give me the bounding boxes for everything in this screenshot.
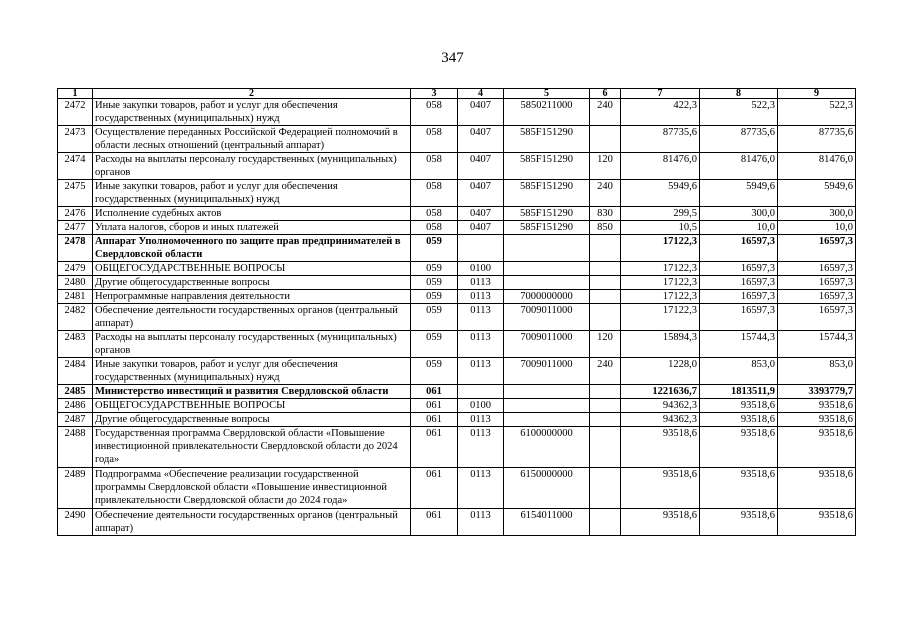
target-article-code: 585F151290	[504, 221, 590, 235]
amount-col7: 93518,6	[621, 509, 700, 536]
target-article-code: 7009011000	[504, 331, 590, 358]
amount-col8: 16597,3	[700, 235, 778, 262]
row-name: Подпрограмма «Обеспечение реализации государственной программы Свердловской области «Повышение инвестиционной привлекательности Свердловской области до 2024 года»	[93, 468, 411, 509]
amount-col8: 853,0	[700, 358, 778, 385]
row-number: 2488	[58, 427, 93, 468]
admin-code: 059	[411, 276, 458, 290]
row-number: 2482	[58, 304, 93, 331]
target-article-code: 5850211000	[504, 99, 590, 126]
column-header: 8	[700, 89, 778, 99]
row-name: Обеспечение деятельности государственных органов (центральный аппарат)	[93, 509, 411, 536]
admin-code: 058	[411, 126, 458, 153]
expense-type-code	[590, 413, 621, 427]
section-code: 0113	[458, 413, 504, 427]
target-article-code: 6150000000	[504, 468, 590, 509]
section-code: 0407	[458, 99, 504, 126]
amount-col9: 93518,6	[778, 413, 856, 427]
amount-col9: 10,0	[778, 221, 856, 235]
amount-col9: 3393779,7	[778, 385, 856, 399]
table-row	[58, 207, 856, 221]
row-name: Обеспечение деятельности государственных органов (центральный аппарат)	[93, 304, 411, 331]
expense-type-code	[590, 126, 621, 153]
target-article-code: 7009011000	[504, 304, 590, 331]
column-header: 3	[411, 89, 458, 99]
amount-col9: 853,0	[778, 358, 856, 385]
expense-type-code	[590, 262, 621, 276]
amount-col8: 1813511,9	[700, 385, 778, 399]
amount-col7: 81476,0	[621, 153, 700, 180]
table-row	[58, 99, 856, 126]
amount-col8: 10,0	[700, 221, 778, 235]
amount-col7: 17122,3	[621, 235, 700, 262]
section-code: 0100	[458, 399, 504, 413]
amount-col8: 16597,3	[700, 262, 778, 276]
row-name: Министерство инвестиций и развития Свердловской области	[93, 385, 411, 399]
row-name: Иные закупки товаров, работ и услуг для обеспечения государственных (муниципальных) нужд	[93, 99, 411, 126]
row-number: 2477	[58, 221, 93, 235]
expense-type-code	[590, 509, 621, 536]
table-row	[58, 509, 856, 536]
expense-type-code: 850	[590, 221, 621, 235]
column-header: 4	[458, 89, 504, 99]
amount-col9: 15744,3	[778, 331, 856, 358]
expense-type-code	[590, 468, 621, 509]
table-row	[58, 427, 856, 468]
table-row	[58, 153, 856, 180]
section-code: 0407	[458, 153, 504, 180]
column-header: 1	[58, 89, 93, 99]
amount-col8: 522,3	[700, 99, 778, 126]
table-row	[58, 221, 856, 235]
amount-col7: 17122,3	[621, 290, 700, 304]
amount-col8: 16597,3	[700, 304, 778, 331]
expense-type-code	[590, 304, 621, 331]
row-name: Осуществление переданных Российской Федерацией полномочий в области лесных отношений (центральный аппарат)	[93, 126, 411, 153]
target-article-code: 6100000000	[504, 427, 590, 468]
admin-code: 058	[411, 180, 458, 207]
budget-table	[57, 88, 856, 536]
amount-col8: 93518,6	[700, 509, 778, 536]
amount-col8: 300,0	[700, 207, 778, 221]
expense-type-code: 240	[590, 180, 621, 207]
amount-col9: 16597,3	[778, 262, 856, 276]
target-article-code: 585F151290	[504, 126, 590, 153]
row-number: 2473	[58, 126, 93, 153]
row-name: Иные закупки товаров, работ и услуг для обеспечения государственных (муниципальных) нужд	[93, 180, 411, 207]
expense-type-code	[590, 399, 621, 413]
row-number: 2486	[58, 399, 93, 413]
target-article-code: 7000000000	[504, 290, 590, 304]
amount-col9: 93518,6	[778, 468, 856, 509]
row-number: 2489	[58, 468, 93, 509]
amount-col8: 87735,6	[700, 126, 778, 153]
row-number: 2478	[58, 235, 93, 262]
section-code: 0113	[458, 290, 504, 304]
amount-col8: 16597,3	[700, 276, 778, 290]
row-number: 2476	[58, 207, 93, 221]
row-number: 2474	[58, 153, 93, 180]
row-number: 2484	[58, 358, 93, 385]
amount-col8: 16597,3	[700, 290, 778, 304]
expense-type-code	[590, 385, 621, 399]
column-header: 6	[590, 89, 621, 99]
row-name: Другие общегосударственные вопросы	[93, 276, 411, 290]
row-name: Уплата налогов, сборов и иных платежей	[93, 221, 411, 235]
column-header: 9	[778, 89, 856, 99]
table-row	[58, 180, 856, 207]
table-row	[58, 399, 856, 413]
amount-col7: 1228,0	[621, 358, 700, 385]
column-header: 2	[93, 89, 411, 99]
expense-type-code	[590, 235, 621, 262]
table-row	[58, 126, 856, 153]
amount-col8: 93518,6	[700, 468, 778, 509]
row-number: 2479	[58, 262, 93, 276]
expense-type-code: 240	[590, 99, 621, 126]
target-article-code	[504, 276, 590, 290]
section-code: 0113	[458, 509, 504, 536]
admin-code: 061	[411, 427, 458, 468]
admin-code: 059	[411, 331, 458, 358]
section-code: 0113	[458, 468, 504, 509]
table-row	[58, 290, 856, 304]
target-article-code: 585F151290	[504, 153, 590, 180]
row-name: ОБЩЕГОСУДАРСТВЕННЫЕ ВОПРОСЫ	[93, 399, 411, 413]
amount-col7: 1221636,7	[621, 385, 700, 399]
section-code	[458, 385, 504, 399]
target-article-code	[504, 385, 590, 399]
expense-type-code: 830	[590, 207, 621, 221]
amount-col9: 93518,6	[778, 427, 856, 468]
section-code: 0407	[458, 126, 504, 153]
admin-code: 061	[411, 509, 458, 536]
table-row	[58, 358, 856, 385]
admin-code: 059	[411, 304, 458, 331]
table-row	[58, 468, 856, 509]
section-code: 0407	[458, 207, 504, 221]
expense-type-code: 240	[590, 358, 621, 385]
amount-col8: 93518,6	[700, 399, 778, 413]
section-code: 0113	[458, 358, 504, 385]
table-row	[58, 413, 856, 427]
amount-col8: 93518,6	[700, 427, 778, 468]
admin-code: 061	[411, 413, 458, 427]
target-article-code	[504, 413, 590, 427]
target-article-code	[504, 235, 590, 262]
expense-type-code: 120	[590, 153, 621, 180]
section-code: 0113	[458, 427, 504, 468]
table-row	[58, 331, 856, 358]
admin-code: 058	[411, 153, 458, 180]
amount-col9: 522,3	[778, 99, 856, 126]
row-number: 2490	[58, 509, 93, 536]
amount-col7: 87735,6	[621, 126, 700, 153]
amount-col7: 17122,3	[621, 276, 700, 290]
admin-code: 058	[411, 99, 458, 126]
row-name: Непрограммные направления деятельности	[93, 290, 411, 304]
row-name: Расходы на выплаты персоналу государственных (муниципальных) органов	[93, 153, 411, 180]
table-body	[58, 99, 856, 536]
admin-code: 059	[411, 235, 458, 262]
target-article-code	[504, 399, 590, 413]
amount-col7: 5949,6	[621, 180, 700, 207]
amount-col7: 94362,3	[621, 399, 700, 413]
target-article-code: 7009011000	[504, 358, 590, 385]
amount-col7: 299,5	[621, 207, 700, 221]
amount-col7: 93518,6	[621, 468, 700, 509]
amount-col9: 16597,3	[778, 235, 856, 262]
amount-col9: 5949,6	[778, 180, 856, 207]
expense-type-code	[590, 290, 621, 304]
admin-code: 059	[411, 290, 458, 304]
row-name: Государственная программа Свердловской области «Повышение инвестиционной привлекательности Свердловской области до 2024 года»	[93, 427, 411, 468]
table-row	[58, 304, 856, 331]
section-code: 0113	[458, 331, 504, 358]
amount-col7: 17122,3	[621, 304, 700, 331]
row-number: 2472	[58, 99, 93, 126]
admin-code: 058	[411, 221, 458, 235]
amount-col7: 10,5	[621, 221, 700, 235]
section-code: 0113	[458, 276, 504, 290]
row-name: Другие общегосударственные вопросы	[93, 413, 411, 427]
row-name: Расходы на выплаты персоналу государственных (муниципальных) органов	[93, 331, 411, 358]
target-article-code	[504, 262, 590, 276]
header-row	[58, 89, 856, 99]
section-code: 0407	[458, 221, 504, 235]
amount-col9: 93518,6	[778, 399, 856, 413]
admin-code: 059	[411, 358, 458, 385]
row-number: 2487	[58, 413, 93, 427]
table-row	[58, 235, 856, 262]
amount-col7: 422,3	[621, 99, 700, 126]
amount-col9: 16597,3	[778, 304, 856, 331]
amount-col9: 81476,0	[778, 153, 856, 180]
table-row	[58, 262, 856, 276]
amount-col7: 15894,3	[621, 331, 700, 358]
section-code: 0113	[458, 304, 504, 331]
expense-type-code	[590, 276, 621, 290]
admin-code: 061	[411, 399, 458, 413]
section-code: 0407	[458, 180, 504, 207]
target-article-code: 6154011000	[504, 509, 590, 536]
row-name: Иные закупки товаров, работ и услуг для обеспечения государственных (муниципальных) нужд	[93, 358, 411, 385]
amount-col7: 17122,3	[621, 262, 700, 276]
row-number: 2481	[58, 290, 93, 304]
row-name: Исполнение судебных актов	[93, 207, 411, 221]
amount-col9: 16597,3	[778, 290, 856, 304]
column-header: 5	[504, 89, 590, 99]
admin-code: 059	[411, 262, 458, 276]
row-number: 2483	[58, 331, 93, 358]
page-number: 347	[441, 50, 464, 66]
row-number: 2480	[58, 276, 93, 290]
row-number: 2485	[58, 385, 93, 399]
section-code: 0100	[458, 262, 504, 276]
amount-col9: 16597,3	[778, 276, 856, 290]
row-name: ОБЩЕГОСУДАРСТВЕННЫЕ ВОПРОСЫ	[93, 262, 411, 276]
amount-col8: 5949,6	[700, 180, 778, 207]
amount-col8: 81476,0	[700, 153, 778, 180]
table-row	[58, 276, 856, 290]
admin-code: 061	[411, 468, 458, 509]
amount-col9: 87735,6	[778, 126, 856, 153]
amount-col9: 300,0	[778, 207, 856, 221]
table-row	[58, 385, 856, 399]
expense-type-code: 120	[590, 331, 621, 358]
admin-code: 058	[411, 207, 458, 221]
row-number: 2475	[58, 180, 93, 207]
amount-col8: 15744,3	[700, 331, 778, 358]
row-name: Аппарат Уполномоченного по защите прав предпринимателей в Свердловской области	[93, 235, 411, 262]
expense-type-code	[590, 427, 621, 468]
amount-col8: 93518,6	[700, 413, 778, 427]
admin-code: 061	[411, 385, 458, 399]
column-header: 7	[621, 89, 700, 99]
section-code	[458, 235, 504, 262]
target-article-code: 585F151290	[504, 207, 590, 221]
amount-col7: 94362,3	[621, 413, 700, 427]
amount-col7: 93518,6	[621, 427, 700, 468]
amount-col9: 93518,6	[778, 509, 856, 536]
target-article-code: 585F151290	[504, 180, 590, 207]
